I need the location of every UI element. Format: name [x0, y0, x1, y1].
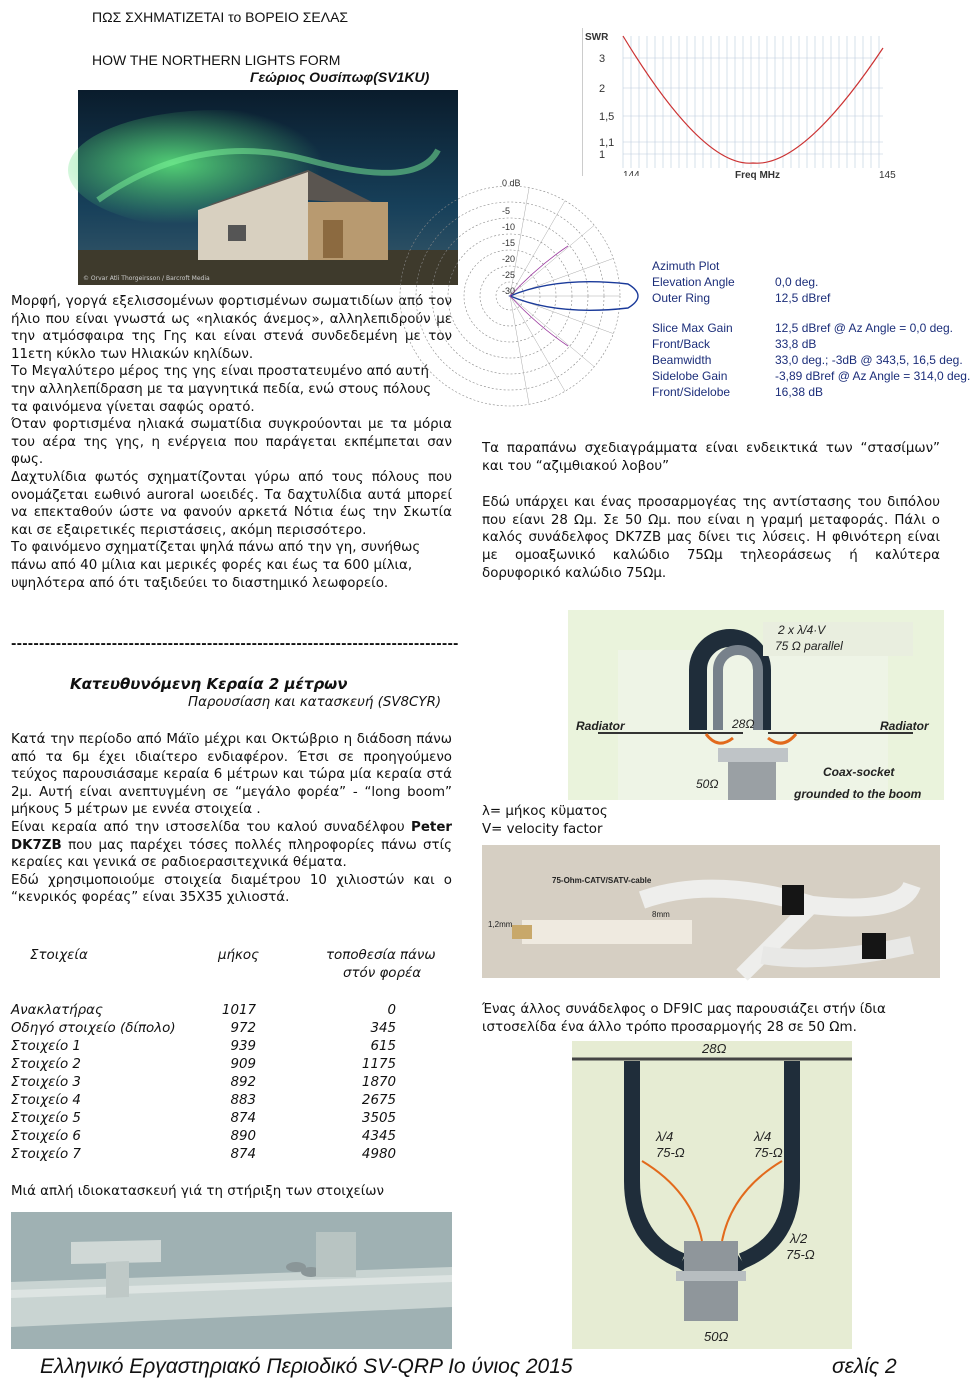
table-header-position: τοποθεσία πάνω — [326, 948, 436, 963]
polar-ring-label: -10 — [502, 222, 516, 232]
element-length: 909 — [230, 1056, 256, 1072]
azimuth-value: 16,38 dB — [775, 385, 824, 399]
azimuth-label: Front/Sidelobe — [652, 385, 731, 399]
element-name: Στοιχείο 2 — [11, 1056, 81, 1072]
balun2-q2: λ/4 — [754, 1129, 772, 1144]
polar-ring-label: -30 — [502, 286, 516, 296]
azimuth-value: 33,0 deg.; -3dB @ 343,5, 16,5 deg. — [775, 353, 963, 367]
antenna-paragraph: Είναι κεραία από την ιστοσελίδα του καλού συναδέλφου Peter DK7ZB που μας παρέχει τόσες πολλές πληροφορίες πάνω στίς κεραίες και γενικά σε ραδιοερασιτεχνικά θέματα. — [11, 819, 452, 871]
table-row — [11, 1037, 396, 1055]
table-header-length: μήκος — [218, 948, 259, 963]
polar-spoke — [510, 225, 594, 296]
azimuth-info — [648, 253, 970, 407]
aurora-text — [11, 293, 452, 592]
swr-ylabel: SWR — [585, 32, 609, 43]
balun1-label-top: 2 x λ/4·V — [778, 623, 826, 637]
element-length: 890 — [230, 1129, 256, 1145]
swr-tick: 1,1 — [599, 137, 615, 149]
balun1-socket2: grounded to the boom — [794, 787, 922, 801]
azimuth-label: Beamwidth — [652, 353, 712, 367]
antenna-subtitle: Παρουσίαση και κατασκευή (SV8CYR) — [188, 695, 442, 710]
element-name: Ανακλατήρας — [11, 1002, 103, 1018]
azimuth-value: 12,5 dBref — [775, 291, 831, 305]
polar-chart — [478, 176, 648, 416]
balun1-50ohm: 50Ω — [696, 777, 719, 791]
right-text — [482, 440, 940, 582]
aurora-paragraph: Δαχτυλίδια φωτός σχηματίζονται γύρω από τους πόλους που ονομάζεται εωθινό auroral ωοειδές. Τα δαχτυλίδια αυτά μπορεί να επεκταθούν ώστε να φανούν αρκετά Νότια έως την Σκωτία και σε εξαιρετικές περιστάσεις, ακόμη περισσότερο. — [11, 469, 452, 538]
aurora-paragraph: Όταν φορτισμένα ηλιακά σωματίδια συγκρούονται με τα μόρια του αέρα της γης, η ενέργεια που παράγεται εκπέμπεται σαν φως. — [11, 417, 452, 468]
cable-12mm: 1,2mm — [488, 920, 513, 929]
swr-tick: 3 — [599, 53, 606, 65]
element-length: 883 — [230, 1093, 256, 1109]
swr-xlabel: Freq MHz — [735, 170, 780, 181]
element-position: 2675 — [361, 1093, 396, 1109]
polar-ring-label: -5 — [502, 206, 511, 216]
polar-ring-label: -25 — [502, 270, 516, 280]
table-row — [11, 1001, 396, 1019]
cable-8mm: 8mm — [652, 910, 670, 919]
table-row — [11, 1110, 396, 1128]
element-position: 345 — [370, 1020, 396, 1036]
element-position: 0 — [387, 1002, 396, 1018]
polar-ring-label: -15 — [502, 238, 516, 248]
swr-tick: 1 — [599, 149, 606, 161]
azimuth-label: Outer Ring — [652, 291, 711, 305]
table-row — [11, 1073, 396, 1091]
element-length: 939 — [230, 1038, 256, 1054]
section-divider: -------------------------------------------------------------------------------- — [11, 637, 459, 652]
balun-diagram-2 — [572, 1041, 852, 1349]
element-name: Στοιχείο 7 — [11, 1147, 81, 1163]
table-header-elements: Στοιχεία — [30, 948, 88, 963]
element-length: 874 — [230, 1147, 256, 1163]
article-title-greek: ΠΩΣ ΣΧΗΜΑΤΙΖΕΤΑΙ το ΒΟΡΕΙΟ ΣΕΛΑΣ — [92, 9, 349, 25]
balun1-radiator-right: Radiator — [880, 719, 929, 733]
article-author: Γεώριος Ουσίπωφ(SV1KU) — [250, 69, 430, 85]
antenna-paragraph: Κατά την περίοδο από Μάϊο μέχρι και Οκτώβριο η διάδοση πάνω από τα 6μ έχει ιδιαίτερο ενδιαφέρον. Έτσι σε προηγούμενο τεύχος παρουσιάσαμε κεραία 6 μέτρων και τώρα μία κεραία στά 2μ. Αυτή είναι ανεπτυγμένη σε “μεγάλο φορέα” - “long boom” μήκους 5 μέτρων με εννέα στοιχεία . — [11, 732, 452, 818]
balun1-radiator-left: Radiator — [576, 719, 625, 733]
balun-note: Εδώ υπάρχει και ένας προσαρμογέας της αντίστασης του διπόλου που είανι 28 Ωμ. Σε 50 Ωμ. που είναι η γραμή μεταφοράς. Πάλι ο καλός συνάδελφος DK7ZB μας δίνει τις λύσεις. Η φθινότερη είναι με ομοαξωνικό καλώδιο 75Ωμ τηλεοράσεως ή καλύτερα δορυφορικό καλώδιο 75Ωμ. — [482, 495, 940, 581]
swr-curve — [623, 36, 883, 163]
balun1-socket: Coax-socket — [823, 765, 895, 779]
antenna-intro — [11, 731, 452, 907]
polar-spoke — [510, 296, 594, 367]
table-row — [11, 1146, 396, 1164]
azimuth-value: 12,5 dBref @ Az Angle = 0,0 deg. — [775, 321, 953, 335]
antenna-paragraph: Εδώ χρησιμοποιούμε στοιχεία διαμέτρου 10 χιλιοστών και ο “κενρικός φορέας” είναι 35Χ35 χιλιοστά. — [11, 872, 452, 906]
balun2-h1: λ/2 — [790, 1231, 808, 1246]
footer-page-number: σελίς 2 — [832, 1355, 897, 1378]
antenna-title: Κατευθυνόμενη Κεραία 2 μέτρων — [70, 675, 348, 693]
element-name: Στοιχείο 4 — [11, 1093, 81, 1109]
element-position: 4345 — [361, 1129, 396, 1145]
element-name: Οδηγό στοιχείο (δίπολο) — [11, 1020, 176, 1036]
support-photo — [11, 1212, 452, 1349]
balun1-label-top2: 75 Ω parallel — [775, 639, 843, 653]
azimuth-label: Sidelobe Gain — [652, 369, 728, 383]
element-position: 615 — [370, 1038, 396, 1054]
element-length: 972 — [230, 1020, 256, 1036]
polar-ring-label: -20 — [502, 254, 516, 264]
balun2-q2b: 75-Ω — [754, 1145, 783, 1160]
azimuth-label: Elevation Angle — [652, 275, 735, 289]
lambda-legend: λ= μήκος κϋματος — [482, 804, 608, 819]
element-position: 3505 — [361, 1111, 396, 1127]
cable-label: 75-Ohm-CATV/SATV-cable — [552, 876, 652, 885]
aurora-paragraph: Μορφή, γοργά εξελισσομένων φορτισμένων σωματιδίων από τον ήλιο που είναι γνωστά ως «ηλιακός άνεμος», αλληλεπιδρούν με την ατμόσφαιρα της Γης και είναι στενά συνδεδεμένη με τον 11ετη κύκλο των Ηλιακών κηλίδων. — [11, 294, 452, 362]
azimuth-value: 33,8 dB — [775, 337, 817, 351]
balun2-q1: λ/4 — [656, 1129, 674, 1144]
azimuth-value: 0,0 deg. — [775, 275, 819, 289]
element-name: Στοιχείο 3 — [11, 1074, 81, 1090]
element-position: 1175 — [361, 1056, 396, 1072]
balun2-h1b: 75-Ω — [786, 1247, 815, 1262]
element-length: 874 — [230, 1111, 256, 1127]
table-row — [11, 1019, 396, 1037]
table-header-position-2: στόν φορέα — [343, 966, 422, 981]
velocity-legend: V= velocity factor — [482, 822, 603, 837]
df9ic-note: Ένας άλλος συνάδελφος ο DF9IC μας παρουσιάζει στήν ίδια ιστοσελίδα ένα άλλο τρόπο προσαρμογής 28 σε 50 Ωm. — [482, 1002, 886, 1035]
azimuth-title: Azimuth Plot — [652, 259, 720, 273]
balun1-28ohm: 28Ω — [732, 717, 755, 731]
element-position: 4980 — [361, 1147, 396, 1163]
balun2-50ohm: 50Ω — [704, 1329, 729, 1344]
footer-magazine: Ελληνικό Εργαστηριακό Περιοδικό SV-QRP Ιο ύνιος 2015 — [40, 1355, 573, 1378]
balun2-q1b: 75-Ω — [656, 1145, 685, 1160]
elements-table — [11, 1001, 396, 1164]
element-length: 1017 — [221, 1002, 256, 1018]
charts-note: Τα παραπάνω σχεδιαγράμματα είναι ενδεικτικά των “στασίμων” και του “αζιμθιακού λοβου” — [482, 441, 940, 474]
table-row — [11, 1055, 396, 1073]
aurora-paragraph: Το Μεγαλύτερο μέρος της γης είναι προστατευμένο από αυτή την αλληλεπίδραση με τα μαγνητικά πεδία, ενώ στους πόλους τα φαινόμενα γίνεται σαφώς ορατό. — [11, 364, 432, 415]
balun-diagram-1 — [568, 610, 944, 800]
azimuth-label: Front/Back — [652, 337, 711, 351]
azimuth-label: Slice Max Gain — [652, 321, 733, 335]
polar-ring-label: 0 dB — [502, 178, 521, 188]
element-name: Στοιχείο 5 — [11, 1111, 81, 1127]
author-link: Peter DK7ZB — [11, 819, 452, 853]
support-caption: Μιά απλή ιδιοκατασκευή γιά τη στήριξη των στοιχείων — [11, 1184, 384, 1199]
element-position: 1870 — [361, 1074, 396, 1090]
element-name: Στοιχείο 6 — [11, 1129, 81, 1145]
balun2-28ohm: 28Ω — [702, 1041, 727, 1056]
table-row — [11, 1128, 396, 1146]
table-row — [11, 1091, 396, 1109]
cable-photo — [482, 845, 940, 978]
aurora-paragraph: Το φαινόμενο σχηματίζεται ψηλά πάνω από την γη, συνήθως πάνω από 40 μίλια και μερικές φορές και έως τα 600 μίλια, υψηλότερα από ότι ταξιδεύει το διαστημικό λεωφορείο. — [11, 540, 421, 591]
swr-tick: 1,5 — [599, 111, 615, 123]
aurora-photo — [78, 90, 458, 285]
element-name: Στοιχείο 1 — [11, 1038, 81, 1054]
article-title-english: HOW THE NORTHERN LIGHTS FORM — [92, 52, 341, 68]
azimuth-value: -3,89 dBref @ Az Angle = 314,0 deg. — [775, 369, 970, 383]
swr-tick: 2 — [599, 83, 606, 95]
element-length: 892 — [230, 1074, 256, 1090]
photo-credit: © Orvar Atli Thorgeirsson / Barcroft Media — [83, 275, 210, 282]
swr-chart — [582, 28, 901, 180]
swr-xend: 145 — [879, 170, 896, 181]
